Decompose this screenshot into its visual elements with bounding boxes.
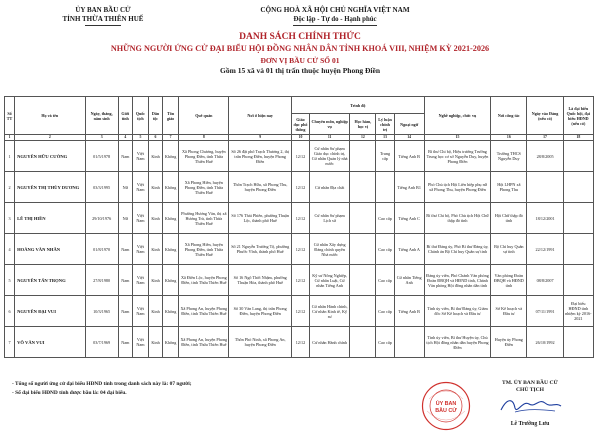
motto-underline — [293, 25, 377, 26]
cell-dob: 27/8/1980 — [85, 265, 118, 296]
col-number: 8 — [179, 135, 229, 141]
cell-ethnic: Kinh — [148, 265, 162, 296]
cell-dob: 10/3/1965 — [85, 296, 118, 327]
col-number: 18 — [563, 135, 593, 141]
cell-name: NGUYỄN ĐẠI VUI — [15, 296, 85, 327]
col-header-job: Nghề nghiệp, chức vụ — [424, 97, 490, 135]
cell-hometown: Xã Phong Hiền, huyện Phong Điền, tỉnh Thừa Thiên Huế — [179, 234, 229, 265]
cell-stt: 3 — [5, 203, 15, 234]
cell-edu: 12/12 — [291, 296, 309, 327]
cell-delegate — [563, 203, 593, 234]
cell-residence: Thôn Trạch Hữu, xã Phong Thu, huyện Phong Điền — [229, 172, 291, 203]
nation-motto: Độc lập - Tự do - Hạnh phúc — [293, 16, 377, 23]
cell-workplace: Hội Chữ thập đỏ tỉnh — [491, 203, 527, 234]
col-number: 2 — [15, 135, 85, 141]
candidate-row — [5, 296, 594, 327]
cell-dob: 01/8/1970 — [85, 234, 118, 265]
cell-language: Tiếng Anh C — [394, 203, 424, 234]
cell-degree — [350, 203, 376, 234]
cell-language: Cử nhân Tiếng Anh — [394, 265, 424, 296]
cell-degree — [350, 141, 376, 172]
candidate-row — [5, 327, 594, 358]
col-header-language: Ngoại ngữ — [394, 114, 424, 135]
cell-party: 07/11/1991 — [527, 296, 563, 327]
col-number: 17 — [527, 135, 563, 141]
candidate-row — [5, 141, 594, 172]
cell-dob: 03/3/1995 — [85, 172, 118, 203]
cell-ethnic: Kinh — [148, 296, 162, 327]
cell-degree — [350, 265, 376, 296]
issuer-block — [18, 6, 188, 26]
col-number: 14 — [394, 135, 424, 141]
cell-specialty: Cử nhân Sư phạm Lịch sử — [310, 203, 350, 234]
cell-hometown: Xã Phong An, huyện Phong Điền, tỉnh Thừa Thiên Huế — [179, 327, 229, 358]
col-header-politics: Lý luận chính trị — [376, 114, 394, 135]
cell-ethnic: Kinh — [148, 234, 162, 265]
cell-workplace: Trường THCS Nguyễn Duy — [491, 141, 527, 172]
cell-language: Tiếng Anh A — [394, 234, 424, 265]
candidate-table — [4, 96, 594, 358]
cell-delegate — [563, 234, 593, 265]
cell-job: Tỉnh ủy viên, Bí thư Đảng ủy, Giám đốc Sở Kế hoạch và Đầu tư — [424, 296, 490, 327]
cell-stt: 4 — [5, 234, 15, 265]
col-number: 10 — [291, 135, 309, 141]
cell-residence: Thôn Phò Ninh, xã Phong An, huyện Phong Điền — [229, 327, 291, 358]
cell-degree — [350, 234, 376, 265]
col-header-residence: Nơi ở hiện nay — [229, 97, 291, 135]
issuer-underline — [85, 25, 121, 26]
cell-politics: Cao cấp — [376, 296, 394, 327]
cell-hometown: Xã Phong Hiền, huyện Phong Điền, tỉnh Thừa Thiên Huế — [179, 172, 229, 203]
cell-party: 18/12/2001 — [527, 203, 563, 234]
cell-hometown: Xã Điền Lộc, huyện Phong Điền, tỉnh Thừa Thiên Huế — [179, 265, 229, 296]
col-header-nationality: Quốc tịch — [132, 97, 148, 135]
cell-language: Tiếng Anh B1 — [394, 172, 424, 203]
cell-workplace: Bộ Chỉ huy Quân sự tỉnh — [491, 234, 527, 265]
cell-delegate — [563, 172, 593, 203]
cell-workplace: Văn phòng Đoàn ĐBQH và HĐND tỉnh — [491, 265, 527, 296]
col-number: 6 — [148, 135, 162, 141]
stamp-label-top: ỦY BAN — [435, 401, 457, 407]
cell-party — [527, 172, 563, 203]
col-number: 3 — [85, 135, 118, 141]
cell-name: NGUYỄN HỮU CƯỜNG — [15, 141, 85, 172]
col-number: 4 — [118, 135, 132, 141]
col-header-hometown: Quê quán — [179, 97, 229, 135]
cell-gender: Nam — [118, 296, 132, 327]
candidate-row — [5, 234, 594, 265]
col-header-religion: Tôn giáo — [163, 97, 179, 135]
cell-religion: Không — [163, 141, 179, 172]
cell-stt: 5 — [5, 265, 15, 296]
cell-stt: 6 — [5, 296, 15, 327]
cell-ethnic: Kinh — [148, 203, 162, 234]
cell-specialty: Kỹ sư Nông Nghiệp, Cử nhân Luật, Cử nhân Tiếng Anh — [310, 265, 350, 296]
cell-politics: Cao cấp — [376, 203, 394, 234]
nation-name: CỘNG HOÀ XÃ HỘI CHỦ NGHĨA VIỆT NAM — [260, 6, 410, 14]
cell-dob: 29/10/1976 — [85, 203, 118, 234]
cell-job: Bí thư Đảng ủy, Phó Bí thư Đảng ủy, Chánh án Bộ Chỉ huy Quân sự tỉnh — [424, 234, 490, 265]
cell-ethnic: Kinh — [148, 141, 162, 172]
cell-delegate — [563, 141, 593, 172]
signature-role: CHỦ TỊCH — [515, 387, 545, 393]
cell-workplace: Huyện ủy Phong Điền — [491, 327, 527, 358]
cell-party: 26/10/1992 — [527, 327, 563, 358]
cell-edu: 12/12 — [291, 327, 309, 358]
cell-language — [394, 327, 424, 358]
cell-job: Bí thư Chi bộ, Hiệu trưởng Trường Trung học cơ sở Nguyễn Duy, huyện Phong Điền — [424, 141, 490, 172]
cell-gender: Nam — [118, 141, 132, 172]
col-header-specialty: Chuyên môn, nghiệp vụ — [310, 114, 350, 135]
cell-residence: Số 21 Nguyễn Trường Tộ, phường Phước Vĩnh, thành phố Huế — [229, 234, 291, 265]
doc-title: DANH SÁCH CHÍNH THỨC — [239, 32, 361, 42]
cell-specialty: Cử nhân Địa chất — [310, 172, 350, 203]
cell-dob: 01/5/1978 — [85, 141, 118, 172]
cell-job: Bí thư Chi bộ, Phó Chủ tịch Hội Chữ thập đỏ tỉnh — [424, 203, 490, 234]
cell-politics: Cao cấp — [376, 265, 394, 296]
official-stamp — [421, 381, 471, 431]
doc-subtitle: NHỮNG NGƯỜI ỨNG CỬ ĐẠI BIỂU HỘI ĐỒNG NHÂN DÂN TỈNH KHOÁ VIII, NHIỆM KỲ 2021-2026 — [110, 44, 490, 53]
handwritten-signature — [495, 394, 565, 416]
cell-stt: 7 — [5, 327, 15, 358]
cell-nationality: Việt Nam — [132, 234, 148, 265]
col-number: 16 — [491, 135, 527, 141]
electoral-scope: Gồm 15 xã và 01 thị trấn thuộc huyện Phong Điền — [219, 66, 381, 75]
cell-delegate — [563, 327, 593, 358]
cell-religion: Không — [163, 234, 179, 265]
cell-religion: Không — [163, 203, 179, 234]
cell-job: Đảng ủy viên, Phó Chánh Văn phòng Đoàn ĐBQH và HĐND tỉnh, Chánh Văn phòng Hội đồng nhân dân tỉnh — [424, 265, 490, 296]
cell-nationality: Việt Nam — [132, 327, 148, 358]
cell-gender: Nữ — [118, 172, 132, 203]
col-number: 15 — [424, 135, 490, 141]
col-header-ethnic: Dân tộc — [148, 97, 162, 135]
candidate-row — [5, 265, 594, 296]
cell-name: NGUYỄN TẤN TRỌNG — [15, 265, 85, 296]
col-number: 11 — [310, 135, 350, 141]
cell-name: HOÀNG VĂN NHÂN — [15, 234, 85, 265]
cell-nationality: Việt Nam — [132, 296, 148, 327]
cell-residence: Số 176 Thái Phiên, phường Thuận Lộc, thành phố Huế — [229, 203, 291, 234]
cell-name: VÕ VĂN VUI — [15, 327, 85, 358]
cell-ethnic: Kinh — [148, 172, 162, 203]
cell-religion: Không — [163, 296, 179, 327]
issuer-line2: TỈNH THỪA THIÊN HUẾ — [62, 15, 144, 23]
signature-title: TM. ỦY BAN BẦU CỬ — [502, 380, 558, 386]
cell-specialty: Cử nhân Hành chính — [310, 327, 350, 358]
cell-hometown: Xã Phong An, huyện Phong Điền, tỉnh Thừa Thiên Huế — [179, 296, 229, 327]
cell-party: 28/8/2005 — [527, 141, 563, 172]
cell-specialty: Cử nhân Xây dựng Đảng chính quyền Nhà nước — [310, 234, 350, 265]
cell-edu: 12/12 — [291, 141, 309, 172]
cell-edu: 12/12 — [291, 234, 309, 265]
cell-job: Phó Chủ tịch Hội Liên hiệp phụ nữ xã Phong Thu, huyện Phong Điền — [424, 172, 490, 203]
col-header-degree: Học hàm, học vị — [350, 114, 376, 135]
col-header-delegate: Là đại biểu Quốc hội, đại biểu HĐND (nếu có) — [563, 97, 593, 135]
stamp-label-bottom: BẦU CỬ — [435, 408, 457, 414]
cell-ethnic: Kinh — [148, 327, 162, 358]
cell-name: NGUYỄN THỊ THÙY DƯƠNG — [15, 172, 85, 203]
cell-name: LÊ THỊ HIỀN — [15, 203, 85, 234]
cell-specialty: Cử nhân Sư phạm Giáo dục chính trị, Cử nhân Quản lý nhà nước — [310, 141, 350, 172]
cell-residence: Số 26 đặt phố Trạch Thương 2, thị trấn Phong Điền, huyện Phong Điền — [229, 141, 291, 172]
cell-nationality: Việt Nam — [132, 203, 148, 234]
cell-politics — [376, 172, 394, 203]
cell-workplace: Hội LHPN xã Phong Thu — [491, 172, 527, 203]
cell-delegate — [563, 265, 593, 296]
cell-stt: 1 — [5, 141, 15, 172]
cell-edu: 12/12 — [291, 203, 309, 234]
col-header-party: Ngày vào Đảng (nếu có) — [527, 97, 563, 135]
cell-party: 22/12/1991 — [527, 234, 563, 265]
col-number: 13 — [376, 135, 394, 141]
col-header-edu: Giáo dục phổ thông — [291, 114, 309, 135]
col-header-dob: Ngày, tháng, năm sinh — [85, 97, 118, 135]
nation-block — [210, 6, 460, 26]
col-header-name: Họ và tên — [15, 97, 85, 135]
col-header-stt: Số TT — [5, 97, 15, 135]
issuer-line1: ỦY BAN BẦU CỬ — [75, 6, 131, 14]
signer-name: Lê Trường Lưu — [510, 421, 550, 427]
candidate-row — [5, 203, 594, 234]
cell-specialty: Cử nhân Hành chính, Cử nhân Kinh tế, Kỹ sư — [310, 296, 350, 327]
cell-language: Tiếng Anh B — [394, 296, 424, 327]
cell-edu: 12/12 — [291, 172, 309, 203]
cell-religion: Không — [163, 327, 179, 358]
cell-delegate: Đại biểu HĐND tỉnh nhiệm kỳ 2016-2021 — [563, 296, 593, 327]
cell-degree — [350, 172, 376, 203]
cell-degree — [350, 296, 376, 327]
col-header-gender: Giới tính — [118, 97, 132, 135]
signature-block — [468, 380, 592, 394]
cell-religion: Không — [163, 172, 179, 203]
cell-politics: Cao cấp — [376, 327, 394, 358]
cell-language: Tiếng Anh B — [394, 141, 424, 172]
cell-nationality: Việt Nam — [132, 141, 148, 172]
cell-politics: Trung cấp — [376, 141, 394, 172]
col-header-qualification: Trình độ — [291, 97, 424, 114]
cell-gender: Nam — [118, 327, 132, 358]
col-number: 12 — [350, 135, 376, 141]
col-number: 7 — [163, 135, 179, 141]
col-number: 9 — [229, 135, 291, 141]
note-seats: - Số đại biểu HĐND tỉnh được bầu là: 04 đại biểu. — [12, 390, 127, 396]
cell-workplace: Sở Kế hoạch và Đầu tư — [491, 296, 527, 327]
candidate-row — [5, 172, 594, 203]
col-number: 1 — [5, 135, 15, 141]
cell-religion: Không — [163, 265, 179, 296]
col-header-workplace: Nơi công tác — [491, 97, 527, 135]
cell-hometown: Phường Hương Văn, thị xã Hương Trà, tỉnh Thừa Thiên Huế — [179, 203, 229, 234]
cell-dob: 03/7/1969 — [85, 327, 118, 358]
cell-gender: Nam — [118, 265, 132, 296]
note-total-candidates: - Tổng số người ứng cử đại biểu HĐND tỉnh trong danh sách này là: 07 người; — [12, 381, 192, 387]
cell-nationality: Việt Nam — [132, 265, 148, 296]
cell-gender: Nam — [118, 234, 132, 265]
cell-hometown: Xã Phong Chương, huyện Phong Điền, tỉnh Thừa Thiên Huế — [179, 141, 229, 172]
cell-stt: 2 — [5, 172, 15, 203]
cell-edu: 12/12 — [291, 265, 309, 296]
electoral-unit: ĐƠN VỊ BẦU CỬ SỐ 01 — [260, 56, 340, 65]
cell-residence: Số 16 Ngô Thời Nhậm, phường Thuận Hòa, thành phố Huế — [229, 265, 291, 296]
summary-notes — [12, 380, 192, 398]
cell-residence: Số 30 Văn Lang, thị trấn Phong Điền, huyện Phong Điền — [229, 296, 291, 327]
cell-degree — [350, 327, 376, 358]
cell-job: Tỉnh ủy viên, Bí thư Huyện ủy, Chủ tịch Hội đồng nhân dân huyện Phong Điền — [424, 327, 490, 358]
cell-nationality: Việt Nam — [132, 172, 148, 203]
cell-party: 08/8/2007 — [527, 265, 563, 296]
col-number: 5 — [132, 135, 148, 141]
cell-politics: Cao cấp — [376, 234, 394, 265]
cell-gender: Nữ — [118, 203, 132, 234]
